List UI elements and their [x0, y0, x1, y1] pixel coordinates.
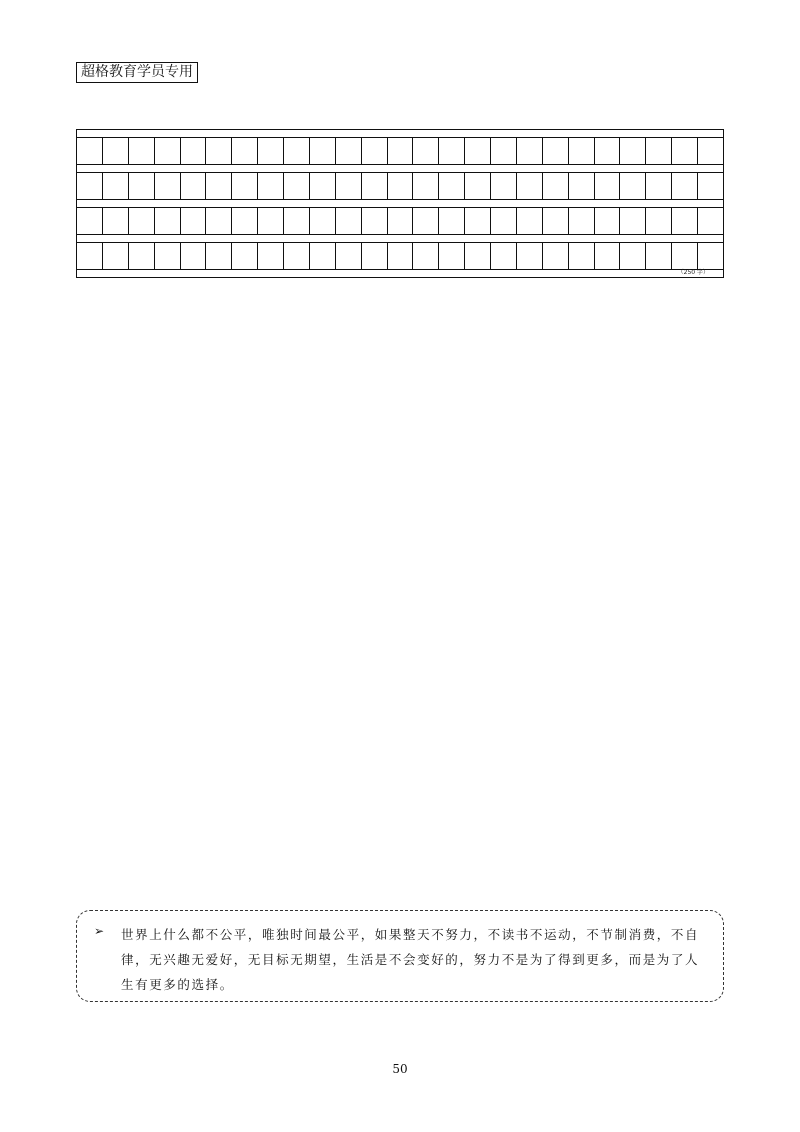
word-count-label: （250 字）: [677, 269, 709, 276]
grid-row: [76, 172, 724, 199]
grid-spacer: [76, 129, 724, 137]
arrow-bullet-icon: ➢: [94, 924, 105, 938]
grid-footer: [76, 269, 724, 278]
page-number: 50: [392, 1062, 408, 1076]
motto-text: 世界上什么都不公平，唯独时间最公平，如果整天不努力，不读书不运动，不节制消费，不自律，无兴趣无爱好，无目标无期望，生活是不会变好的，努力不是为了得到更多，而是为了人生有更多的选择。: [121, 927, 700, 992]
grid-spacer: [76, 199, 724, 207]
motto-box: [76, 910, 724, 1002]
header-tag: 超格教育学员专用: [76, 62, 198, 83]
grid-spacer: [76, 164, 724, 172]
grid-row: [76, 137, 724, 164]
grid-spacer: [76, 234, 724, 242]
grid-row: [76, 207, 724, 234]
writing-grid: [76, 129, 724, 278]
grid-row: [76, 242, 724, 269]
